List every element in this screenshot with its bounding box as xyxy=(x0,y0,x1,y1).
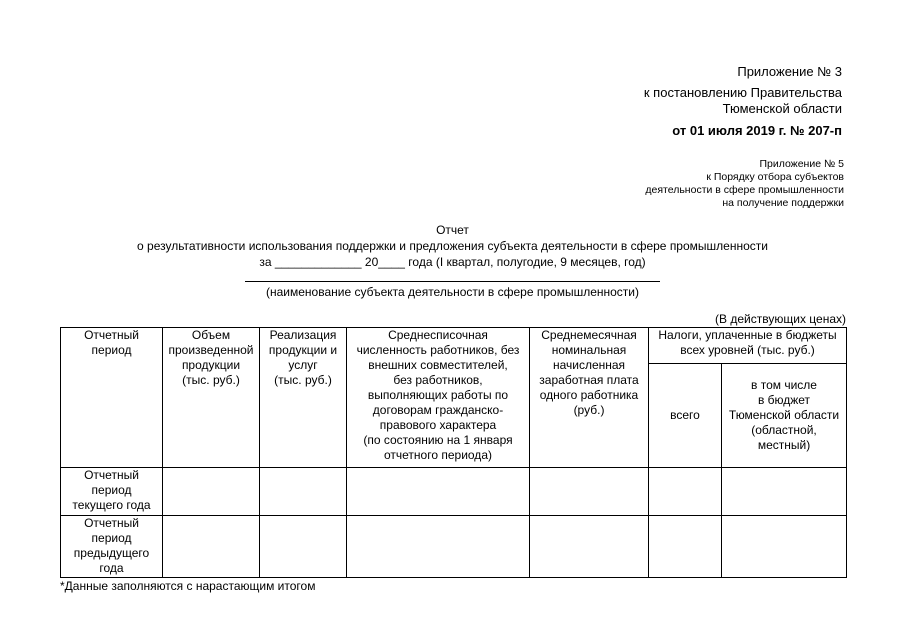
row-label-current-text-line: текущего года xyxy=(72,498,151,512)
row-label-current-text-line: Отчетный xyxy=(84,468,139,482)
header-taxes-regional-text xyxy=(723,378,845,453)
header-volume-text xyxy=(164,328,258,388)
report-table xyxy=(60,327,847,578)
header-sales-text-line: Реализация xyxy=(269,328,337,342)
approval-block xyxy=(560,63,842,139)
header-taxes-regional xyxy=(722,364,847,468)
appendix5-block xyxy=(560,158,844,210)
report-title: Отчет xyxy=(436,223,469,237)
header-sales-text-line: (тыс. руб.) xyxy=(274,373,332,387)
appendix5-line2: деятельности в сфере промышленности xyxy=(645,184,844,196)
prices-note: (В действующих ценах) xyxy=(715,312,846,326)
header-sales-text xyxy=(261,328,345,388)
table-cell xyxy=(260,516,347,578)
row-label-previous-text-line: предыдущего xyxy=(73,546,150,560)
header-sales xyxy=(260,328,347,468)
header-taxes-regional-text-line: в бюджет xyxy=(757,393,811,407)
row-label-current xyxy=(61,468,163,516)
header-headcount xyxy=(347,328,530,468)
header-taxes-text xyxy=(650,328,845,358)
table-cell xyxy=(163,468,260,516)
header-salary-text-line: заработная плата xyxy=(539,373,639,387)
subject-name-line xyxy=(245,281,660,282)
subject-caption: (наименование субъекта деятельности в сфере промышленности) xyxy=(266,285,639,299)
header-taxes xyxy=(649,328,847,364)
table-cell xyxy=(347,516,530,578)
row-label-current-text xyxy=(62,468,161,513)
report-subtitle: о результативности использования поддержки и предложения субъекта деятельности в сфере промышленности xyxy=(137,239,768,253)
row-label-previous-text-line: период xyxy=(91,531,132,545)
appendix5-line3: на получение поддержки xyxy=(722,197,844,209)
header-salary-text-line: одного работника xyxy=(539,388,639,402)
header-headcount-text-line: выполняющих работы по xyxy=(367,388,509,402)
table-cell xyxy=(530,516,649,578)
footnote: *Данные заполняются с нарастающим итогом xyxy=(60,579,316,593)
header-period-text xyxy=(62,328,161,358)
header-volume-text-line: продукции xyxy=(181,358,241,372)
approval-appendix: Приложение № 3 xyxy=(737,64,842,79)
header-volume xyxy=(163,328,260,468)
header-taxes-regional-text-line: (областной, xyxy=(751,423,817,437)
header-period xyxy=(61,328,163,468)
header-headcount-text-line: без работников, xyxy=(393,373,483,387)
table-cell xyxy=(649,468,722,516)
approval-resolution: к постановлению Правительства xyxy=(643,85,842,100)
header-taxes-total: всего xyxy=(649,364,722,468)
header-volume-text-line: произведенной xyxy=(168,343,254,357)
table-cell xyxy=(649,516,722,578)
header-headcount-text-line: отчетного периода) xyxy=(384,448,492,462)
header-taxes-text-line: Налоги, уплаченные в бюджеты xyxy=(658,328,837,342)
row-label-current-text-line: период xyxy=(91,483,132,497)
header-headcount-text-line: (по состоянию на 1 января xyxy=(363,433,513,447)
header-sales-text-line: продукции и xyxy=(268,343,338,357)
header-period-text-line: Отчетный xyxy=(84,328,139,342)
row-label-previous xyxy=(61,516,163,578)
table-row xyxy=(61,468,847,516)
header-salary-text-line: номинальная xyxy=(551,343,627,357)
table-cell xyxy=(530,468,649,516)
report-period-line: за _____________ 20____ года (I квартал, полугодие, 9 месяцев, год) xyxy=(259,255,646,269)
header-salary-text xyxy=(531,328,647,418)
header-headcount-text-line: договорам гражданско- xyxy=(372,403,504,417)
table-row xyxy=(61,516,847,578)
table-cell xyxy=(163,516,260,578)
approval-region: Тюменской области xyxy=(722,101,842,116)
row-label-previous-text-line: Отчетный xyxy=(84,516,139,530)
appendix5-title: Приложение № 5 xyxy=(759,158,844,170)
header-salary xyxy=(530,328,649,468)
header-salary-text-line: (руб.) xyxy=(573,403,605,417)
row-label-previous-text xyxy=(62,516,161,576)
header-headcount-text-line: внешних совместителей, xyxy=(368,358,508,372)
table-cell xyxy=(722,516,847,578)
header-volume-text-line: Объем xyxy=(191,328,231,342)
header-headcount-text-line: численность работников, без xyxy=(356,343,520,357)
header-taxes-regional-text-line: в том числе xyxy=(751,378,817,392)
approval-date-number: от 01 июля 2019 г. № 207-п xyxy=(672,123,842,138)
table-cell xyxy=(260,468,347,516)
header-headcount-text xyxy=(348,328,528,463)
header-period-text-line: период xyxy=(91,343,132,357)
table-cell xyxy=(347,468,530,516)
header-salary-text-line: начисленная xyxy=(552,358,626,372)
header-headcount-text-line: правового характера xyxy=(379,418,497,432)
header-taxes-regional-text-line: местный) xyxy=(757,438,811,452)
appendix5-line1: к Порядку отбора субъектов xyxy=(706,171,844,183)
header-taxes-regional-text-line: Тюменской области xyxy=(728,408,840,422)
row-label-previous-text-line: года xyxy=(99,561,124,575)
header-taxes-text-line: всех уровней (тыс. руб.) xyxy=(680,343,815,357)
header-salary-text-line: Среднемесячная xyxy=(541,328,637,342)
header-volume-text-line: (тыс. руб.) xyxy=(182,373,240,387)
report-title-block xyxy=(60,222,845,270)
header-headcount-text-line: Среднесписочная xyxy=(388,328,488,342)
header-sales-text-line: услуг xyxy=(288,358,318,372)
table-cell xyxy=(722,468,847,516)
